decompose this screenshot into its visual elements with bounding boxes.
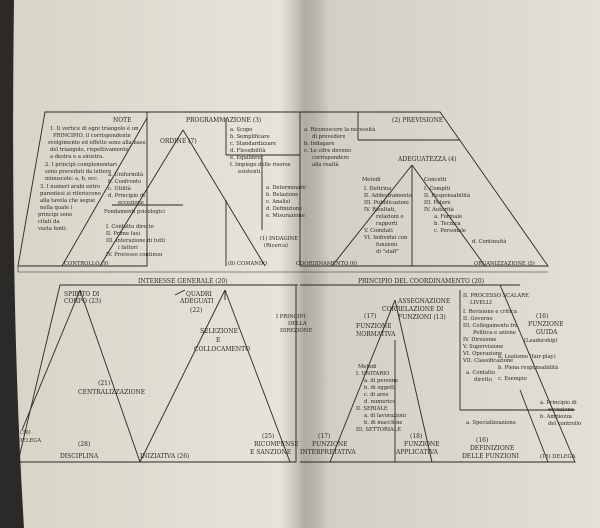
- svg-text:c. Analisi: c. Analisi: [266, 199, 291, 205]
- label-contatto-sub: diretto: [474, 377, 492, 383]
- svg-text:b. Semplificare: b. Semplificare: [230, 134, 270, 140]
- notes-line: 1. Il vertice di ogni triangolo è un: [50, 126, 139, 132]
- label-contatto: a. Contatto: [466, 370, 496, 376]
- notes-line: a destra e a sinistra.: [50, 154, 104, 160]
- label-selezione: SELEZIONE: [200, 328, 238, 335]
- svg-text:II. Addestramento: II. Addestramento: [364, 193, 412, 199]
- svg-text:eccezione: eccezione: [548, 407, 574, 413]
- label-indagine: (1) INDAGINE: [260, 236, 299, 242]
- notes-line: alla tavola che segue: [40, 198, 96, 204]
- svg-text:III. Potere: III. Potere: [424, 200, 451, 206]
- svg-text:b. Indagare: b. Indagare: [304, 141, 335, 147]
- label-definizione-num: (16): [476, 437, 489, 444]
- notes-line: 3. I numeri arabi entro: [40, 184, 101, 190]
- svg-text:d. Principio di: d. Principio di: [108, 193, 145, 199]
- svg-text:a. Principio di: a. Principio di: [540, 400, 577, 406]
- notes-title: NOTE: [113, 117, 132, 124]
- label-sanzione: E SANZIONE: [250, 449, 292, 456]
- svg-text:relazioni e: relazioni e: [376, 214, 404, 220]
- svg-text:a. di persone: a. di persone: [364, 378, 399, 384]
- processo-title: II. PROCESSO SCALARE: [463, 293, 529, 299]
- label-continuita: d. Continuità: [472, 239, 507, 245]
- svg-text:rapporti: rapporti: [376, 221, 398, 227]
- label-funz-norm-num: (17): [364, 313, 377, 320]
- svg-text:V. Supervisione: V. Supervisione: [463, 344, 504, 350]
- label-applicativa-num: (18): [410, 433, 423, 440]
- label-adeguatezza: ADEGUATEZZA (4): [398, 156, 457, 163]
- label-selezione-e: E: [216, 337, 221, 344]
- svg-text:b. di oggetti: b. di oggetti: [364, 385, 396, 391]
- svg-text:c. Standardizzare: c. Standardizzare: [230, 141, 277, 147]
- svg-text:II. SERIALE: II. SERIALE: [356, 406, 388, 412]
- label-spirito-sub: CORPO (23): [64, 298, 102, 305]
- svg-text:a. Scopo: a. Scopo: [230, 127, 253, 133]
- svg-text:I. Dottrina: I. Dottrina: [364, 186, 392, 192]
- label-interpretativa: FUNZIONE: [312, 441, 348, 448]
- svg-text:IV. Risultati,: IV. Risultati,: [364, 207, 396, 213]
- svg-text:II. Prime fasi: II. Prime fasi: [106, 231, 140, 237]
- processo-title-sub: LIVELLI: [470, 300, 492, 306]
- assegnazione-line: CORRELAZIONE DI: [382, 306, 444, 313]
- svg-text:III. Pubblicazioni: III. Pubblicazioni: [364, 200, 409, 206]
- label-programmazione: PROGRAMMAZIONE (3): [186, 117, 262, 124]
- principi-line: DELLA: [288, 321, 307, 327]
- svg-text:VI. Individui con: VI. Individui con: [364, 235, 408, 241]
- notes-line: 2. I principi complementari: [45, 162, 117, 168]
- svg-text:VII. Classificazione: VII. Classificazione: [463, 358, 514, 364]
- svg-text:Politica e azione: Politica e azione: [473, 330, 516, 336]
- svg-text:esistenti: esistenti: [238, 169, 261, 175]
- svg-text:c. Personale: c. Personale: [434, 228, 466, 234]
- notes-line: nella quale i: [40, 205, 73, 211]
- notes-line: minuscole: a, b, ecc.: [45, 176, 99, 182]
- svg-text:a. di lavorazioni: a. di lavorazioni: [364, 413, 406, 419]
- label-comando: (8) COMANDO: [228, 261, 268, 267]
- svg-text:di "staff": di "staff": [376, 249, 399, 255]
- svg-text:c. Utilità: c. Utilità: [108, 186, 131, 192]
- label-organizzazione: ORGANIZZAZIONE (5): [474, 261, 535, 267]
- label-quadri-num: (22): [190, 307, 203, 314]
- metodi-title: Metodi: [362, 177, 381, 183]
- svg-text:a. Lealismo (fair-play): a. Lealismo (fair-play): [498, 354, 556, 360]
- svg-text:a. Determinare: a. Determinare: [266, 185, 306, 191]
- svg-text:IV. Direzione: IV. Direzione: [463, 337, 497, 343]
- label-spirito: SPIRITO DI: [64, 291, 100, 298]
- label-principio-coordinamento: PRINCIPIO DEL COORDINAMENTO (20): [358, 278, 485, 285]
- svg-text:b. Piena responsabilità: b. Piena responsabilità: [498, 365, 559, 371]
- label-coordinamento: COORDINAMENTO (6): [296, 261, 358, 267]
- svg-text:I. Contatto diretto: I. Contatto diretto: [106, 224, 154, 230]
- svg-text:b. Ampiezza: b. Ampiezza: [540, 414, 572, 420]
- notes-line: del triangolo, rispettivamente: [50, 147, 129, 153]
- label-quadri-sub: ADEGUATI: [180, 298, 214, 305]
- svg-text:I. Revisione e critica: I. Revisione e critica: [463, 309, 517, 315]
- label-applicativa: FUNZIONE: [404, 441, 440, 448]
- svg-text:f. Impiego delle risorse: f. Impiego delle risorse: [230, 162, 291, 168]
- svg-text:e. Misurazione: e. Misurazione: [266, 213, 305, 219]
- label-ricompense: RICOMPENSE: [254, 441, 299, 448]
- svg-text:I. Compiti: I. Compiti: [424, 186, 451, 192]
- svg-text:II. Responsabilità: II. Responsabilità: [424, 193, 471, 199]
- svg-text:c. Esempio: c. Esempio: [498, 376, 527, 382]
- svg-text:a. Uniformità: a. Uniformità: [108, 172, 144, 178]
- svg-text:i fattori: i fattori: [118, 245, 138, 251]
- label-iniziativa: INIZIATIVA (26): [140, 453, 190, 460]
- label-interpretativa-num: (17): [318, 433, 331, 440]
- svg-text:II. Governo: II. Governo: [463, 316, 493, 322]
- svg-text:d. numerico: d. numerico: [364, 399, 396, 405]
- svg-text:III. SETTORIALE: III. SETTORIALE: [356, 427, 401, 433]
- notes-line: PRINCIPIO, il corrispondente: [53, 133, 131, 139]
- notes-line: parentesi si riferiscono: [40, 191, 101, 197]
- svg-text:d. Definizione: d. Definizione: [266, 206, 303, 212]
- label-funz-norm-sub: NORMATIVA: [356, 331, 396, 338]
- label-delega-left-num: (30): [20, 430, 31, 436]
- svg-text:V. Comitati: V. Comitati: [364, 228, 393, 234]
- label-definizione: DEFINIZIONE: [470, 445, 515, 452]
- svg-text:alla realtà: alla realtà: [312, 162, 339, 168]
- label-funz-guida-num: (16): [536, 313, 549, 320]
- svg-text:d. Flessibilità: d. Flessibilità: [230, 148, 266, 154]
- label-specializzazione: a. Specializzazione: [466, 420, 516, 426]
- label-leadership: (Leadership): [524, 338, 558, 344]
- label-centralizzazione: CENTRALIZZAZIONE: [78, 389, 146, 396]
- label-interesse-generale: INTERESSE GENERALE (20): [138, 278, 228, 285]
- svg-text:VI. Operazione: VI. Operazione: [463, 351, 503, 357]
- label-previsione: (2) PREVISIONE: [392, 117, 444, 124]
- label-collocamento: COLLOCAMENTO: [194, 346, 251, 353]
- label-interpretativa-sub: INTERPRETATIVA: [300, 449, 356, 456]
- svg-text:III. Collegamento fra: III. Collegamento fra: [463, 323, 519, 329]
- label-delega-right: (15) DELEGA: [540, 454, 576, 460]
- notes-line: sono preceduti da lettere: [45, 169, 112, 175]
- svg-text:b. di macchine: b. di macchine: [364, 420, 403, 426]
- svg-text:del controllo: del controllo: [548, 421, 582, 427]
- label-applicativa-sub: APPLICATIVA: [396, 449, 438, 456]
- label-controllo: CONTROLLO (9): [64, 261, 109, 267]
- svg-text:III. Interazione di tutti: III. Interazione di tutti: [106, 238, 166, 244]
- label-disciplina-num: (28): [78, 441, 91, 448]
- fondamenti-title: Fondamenti psicologici: [104, 209, 165, 215]
- svg-text:IV. Processo continuo: IV. Processo continuo: [106, 252, 163, 258]
- notes-line: svolgimento ed effetto sono alla base: [48, 140, 146, 146]
- label-indagine-sub: (Ricerca): [264, 243, 289, 249]
- svg-text:a. Formale: a. Formale: [434, 214, 463, 220]
- svg-text:I. UNITARIO: I. UNITARIO: [356, 371, 390, 377]
- label-disciplina: DISCIPLINA: [60, 453, 99, 460]
- label-funz-guida-sub: GUIDA: [536, 329, 558, 336]
- label-delega-left: DELEGA: [18, 438, 42, 444]
- label-definizione-sub: DELLE FUNZIONI: [462, 453, 519, 460]
- svg-text:funzioni: funzioni: [376, 242, 398, 248]
- principi-line: I PRINCIPI: [276, 314, 306, 320]
- svg-text:c. Le cifre devono: c. Le cifre devono: [304, 148, 351, 154]
- notes-line: principi sono: [38, 212, 73, 218]
- svg-text:b. Relazione: b. Relazione: [266, 192, 299, 198]
- assegnazione-line: FUNZIONI (13): [398, 314, 446, 321]
- concetti-title: Concetti: [424, 177, 447, 183]
- svg-text:eccezione: eccezione: [118, 200, 144, 206]
- label-funz-guida: FUNZIONE: [528, 321, 564, 328]
- metodi-bottom-title: Metodi: [358, 364, 377, 370]
- svg-text:b. Tecnica: b. Tecnica: [434, 221, 461, 227]
- label-centralizzazione-num: (21): [98, 380, 111, 387]
- svg-text:c. di aree: c. di aree: [364, 392, 389, 398]
- notes-line: citati da: [38, 219, 60, 225]
- assegnazione-line: ASSEGNAZIONE: [398, 298, 451, 305]
- svg-text:a. Riconoscere la necessità: a. Riconoscere la necessità: [304, 127, 376, 133]
- label-quadri: QUADRI: [186, 291, 212, 298]
- notes-line: vasta fonti.: [38, 226, 68, 232]
- svg-text:IV. Autorità: IV. Autorità: [424, 207, 454, 213]
- svg-text:di prevedere: di prevedere: [312, 134, 346, 140]
- principi-line: DIREZIONE: [280, 328, 313, 334]
- svg-text:b. Confronto: b. Confronto: [108, 179, 142, 185]
- label-ordine: ORDINE (7): [160, 138, 197, 145]
- label-ricompense-num: (25): [262, 433, 275, 440]
- label-funz-norm: FUNZIONE: [356, 323, 392, 330]
- svg-text:e. Equilibrio: e. Equilibrio: [230, 155, 263, 161]
- svg-text:corrispondere: corrispondere: [312, 155, 350, 161]
